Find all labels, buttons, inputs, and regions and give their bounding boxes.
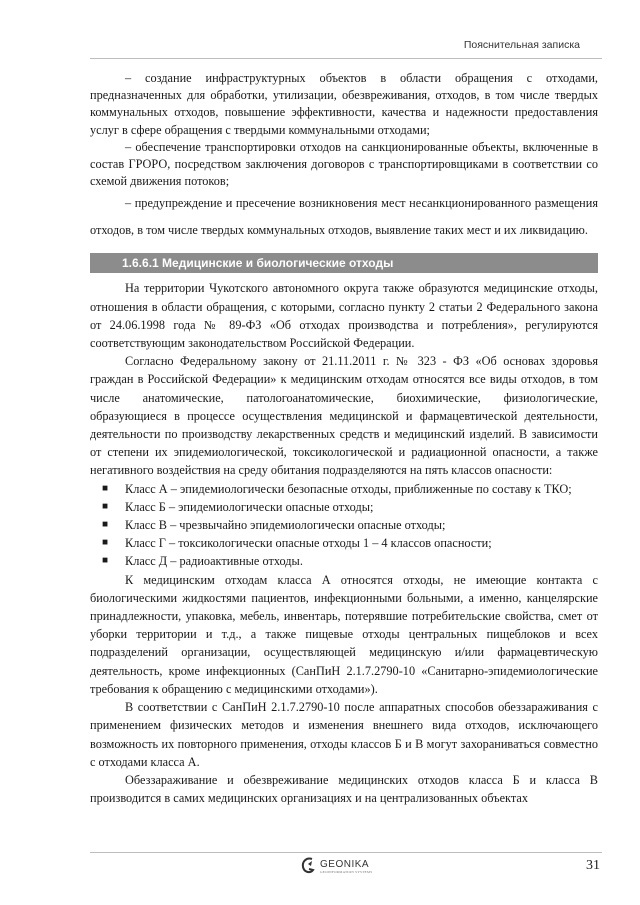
body-paragraph-1: На территории Чукотского автономного округа также образуются медицинские отходы, отношения в области обращения, с которыми, согласно пункту 2 статьи 2 Федерального закона от 24.06.1998 года № 89-ФЗ «Об отходах производства и потребления», регулируются соответствующим законодательством Российской Федерации.	[90, 281, 598, 351]
bullet-icon: ■	[102, 537, 109, 549]
list-item-text: Класс А – эпидемиологически безопасные отходы, приближенные по составу к ТКО;	[125, 481, 572, 496]
closing-paragraph-1: К медицинским отходам класса А относятся отходы, не имеющие контакта с биологическими жидкостями пациентов, инфекционными больными, а именно, канцелярские принадлежности, упаковка, мебель, инвентарь, потерявшие потребительские свойства, смет от уборки территории и т.д., а также пищевые отходы центральных пищеблоков и всех подразделений организации, осуществляющей медицинскую и/или фармацевтическую деятельность, кроме инфекционных (СанПиН 2.1.7.2790-10 «Санитарно-эпидемиологические требования к обращению с медицинскими отходами»).	[90, 572, 598, 696]
list-item	[102, 498, 598, 516]
bullet-icon: ■	[102, 500, 109, 512]
logo-text: GEONIKA	[320, 858, 370, 870]
list-item	[102, 480, 598, 498]
list-item	[102, 534, 598, 552]
hazard-class-list	[90, 480, 598, 571]
closing-paragraph-2: В соответствии с СанПиН 2.1.7.2790-10 после аппаратных способов обеззараживания с применением физических методов и изменения внешнего вида отходов, исключающего возможность их повторного применения, отходы классов Б и В могут захораниваться совместно с отходами класса А.	[90, 700, 598, 769]
list-item-text: Класс Г – токсикологически опасные отходы 1 – 4 классов опасности;	[125, 536, 492, 551]
list-item	[102, 516, 598, 534]
footer-logo	[300, 855, 372, 877]
bullet-icon: ■	[102, 482, 109, 494]
closing-paragraph-3: Обеззараживание и обезвреживание медицинских отходов класса Б и класса В производится в самих медицинских организациях и на централизованных объектах	[90, 772, 598, 806]
intro-paragraph-3: – предупреждение и пресечение возникновения мест несанкционированного размещения отходов, в том числе твердых коммунальных отходов, выявление таких мест и их ликвидацию.	[90, 196, 598, 238]
header-divider	[90, 58, 602, 59]
bullet-icon: ■	[102, 519, 109, 531]
list-item-text: Класс В – чрезвычайно эпидемиологически опасные отходы;	[125, 518, 446, 533]
body-paragraph-2: Согласно Федеральному закону от 21.11.2011 г. № 323 - ФЗ «Об основах здоровья граждан в Российской Федерации» к медицинским отходам относятся все виды отходов, в том числе анатомические, патологоанатомические, биохимические, физиологические, образующиеся в процессе осуществления медицинской и фармацевтической деятельности, деятельности по производству лекарственных средств и медицинский изделий. В зависимости от степени их эпидемиологической, токсикологической и радиационной опасности, а также негативного воздействия на среду обитания подразделяются на пять классов опасности:	[90, 354, 598, 478]
list-item-text: Класс Б – эпидемиологически опасные отходы;	[125, 499, 374, 514]
footer-divider	[90, 852, 602, 853]
geonika-logo-icon	[300, 855, 316, 877]
list-item	[102, 552, 598, 570]
page-header-title: Пояснительная записка	[463, 39, 580, 51]
page-number: 31	[586, 858, 600, 873]
intro-paragraph-1: – создание инфраструктурных объектов в области обращения с отходами, предназначенных для обработки, утилизации, обезвреживания, отходов, в том числе твердых коммунальных отходов, повышение эффективности, качества и надежности предоставления услуг в сфере обращения с твердыми коммунальными отходами;	[90, 71, 598, 137]
intro-paragraph-2: – обеспечение транспортировки отходов на санкционированные объекты, включенные в состав ГРОРО, посредством заключения договоров с транспортировщиками в соответствии со схемой движения потоков;	[90, 139, 598, 189]
list-item-text: Класс Д – радиоактивные отходы.	[125, 554, 303, 569]
bullet-icon: ■	[102, 555, 109, 567]
logo-subtext: GEOINFORMATION SYSTEMS	[320, 869, 373, 874]
section-heading: 1.6.6.1 Медицинские и биологические отходы	[90, 253, 598, 273]
document-body	[90, 70, 598, 807]
